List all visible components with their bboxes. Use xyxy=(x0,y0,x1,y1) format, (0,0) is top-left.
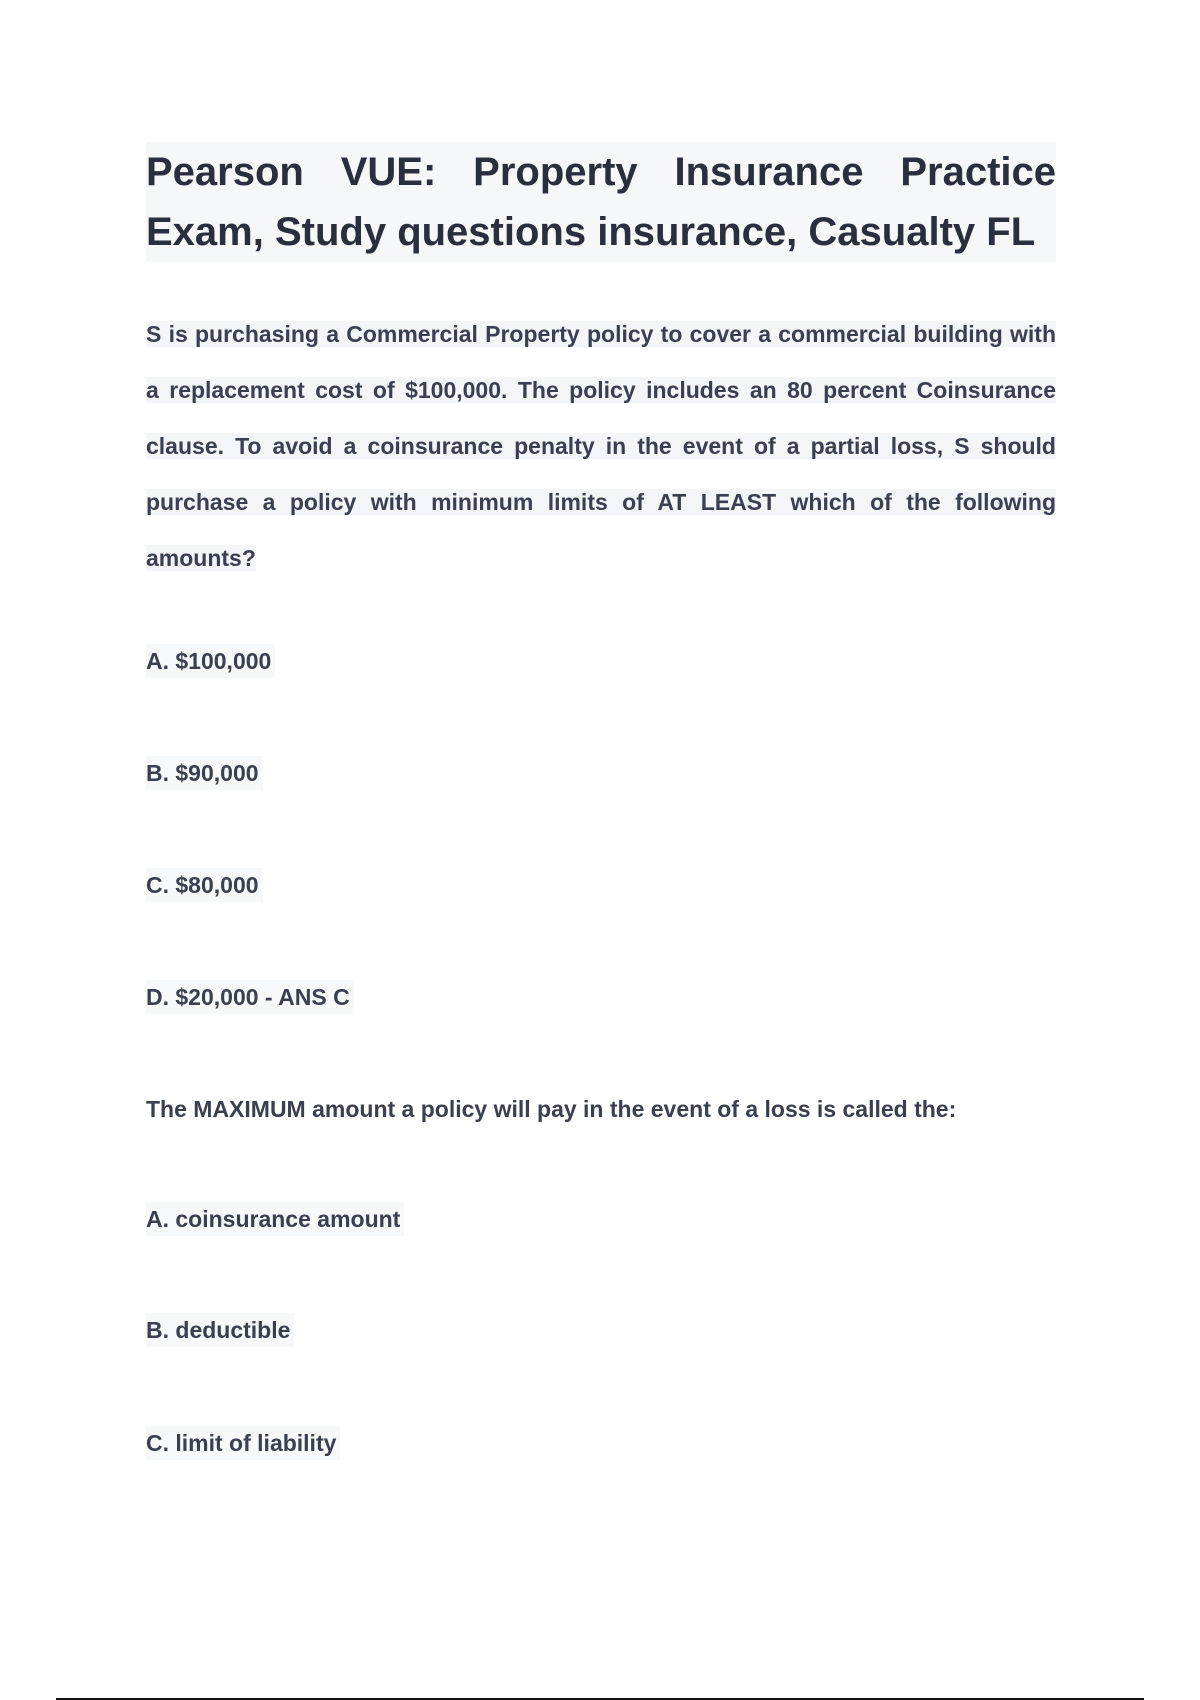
question-1-option-c: C. $80,000 xyxy=(146,868,263,902)
document-title: Pearson VUE: Property Insurance Practice Exam, Study questions insurance, Casualty FL xyxy=(146,150,1056,254)
question-2-text: The MAXIMUM amount a policy will pay in the event of a loss is called the: xyxy=(146,1096,957,1122)
question-2-option-c: C. limit of liability xyxy=(146,1426,340,1460)
question-2-option-a: A. coinsurance amount xyxy=(146,1202,404,1236)
title-block xyxy=(146,142,1056,262)
question-1-option-d: D. $20,000 - ANS C xyxy=(146,980,354,1014)
question-2-option-b: B. deductible xyxy=(146,1313,294,1347)
question-1-text xyxy=(146,306,1056,586)
question-1-text-content: S is purchasing a Commercial Property policy to cover a commercial building with a replacement cost of $100,000. The policy includes an 80 percent Coinsurance clause. To avoid a coinsurance penalty in the event of a partial loss, S should purchase a policy with minimum limits of AT LEAST which of the following amounts? xyxy=(146,321,1056,571)
question-1-option-a: A. $100,000 xyxy=(146,644,275,678)
question-1-option-b: B. $90,000 xyxy=(146,756,263,790)
